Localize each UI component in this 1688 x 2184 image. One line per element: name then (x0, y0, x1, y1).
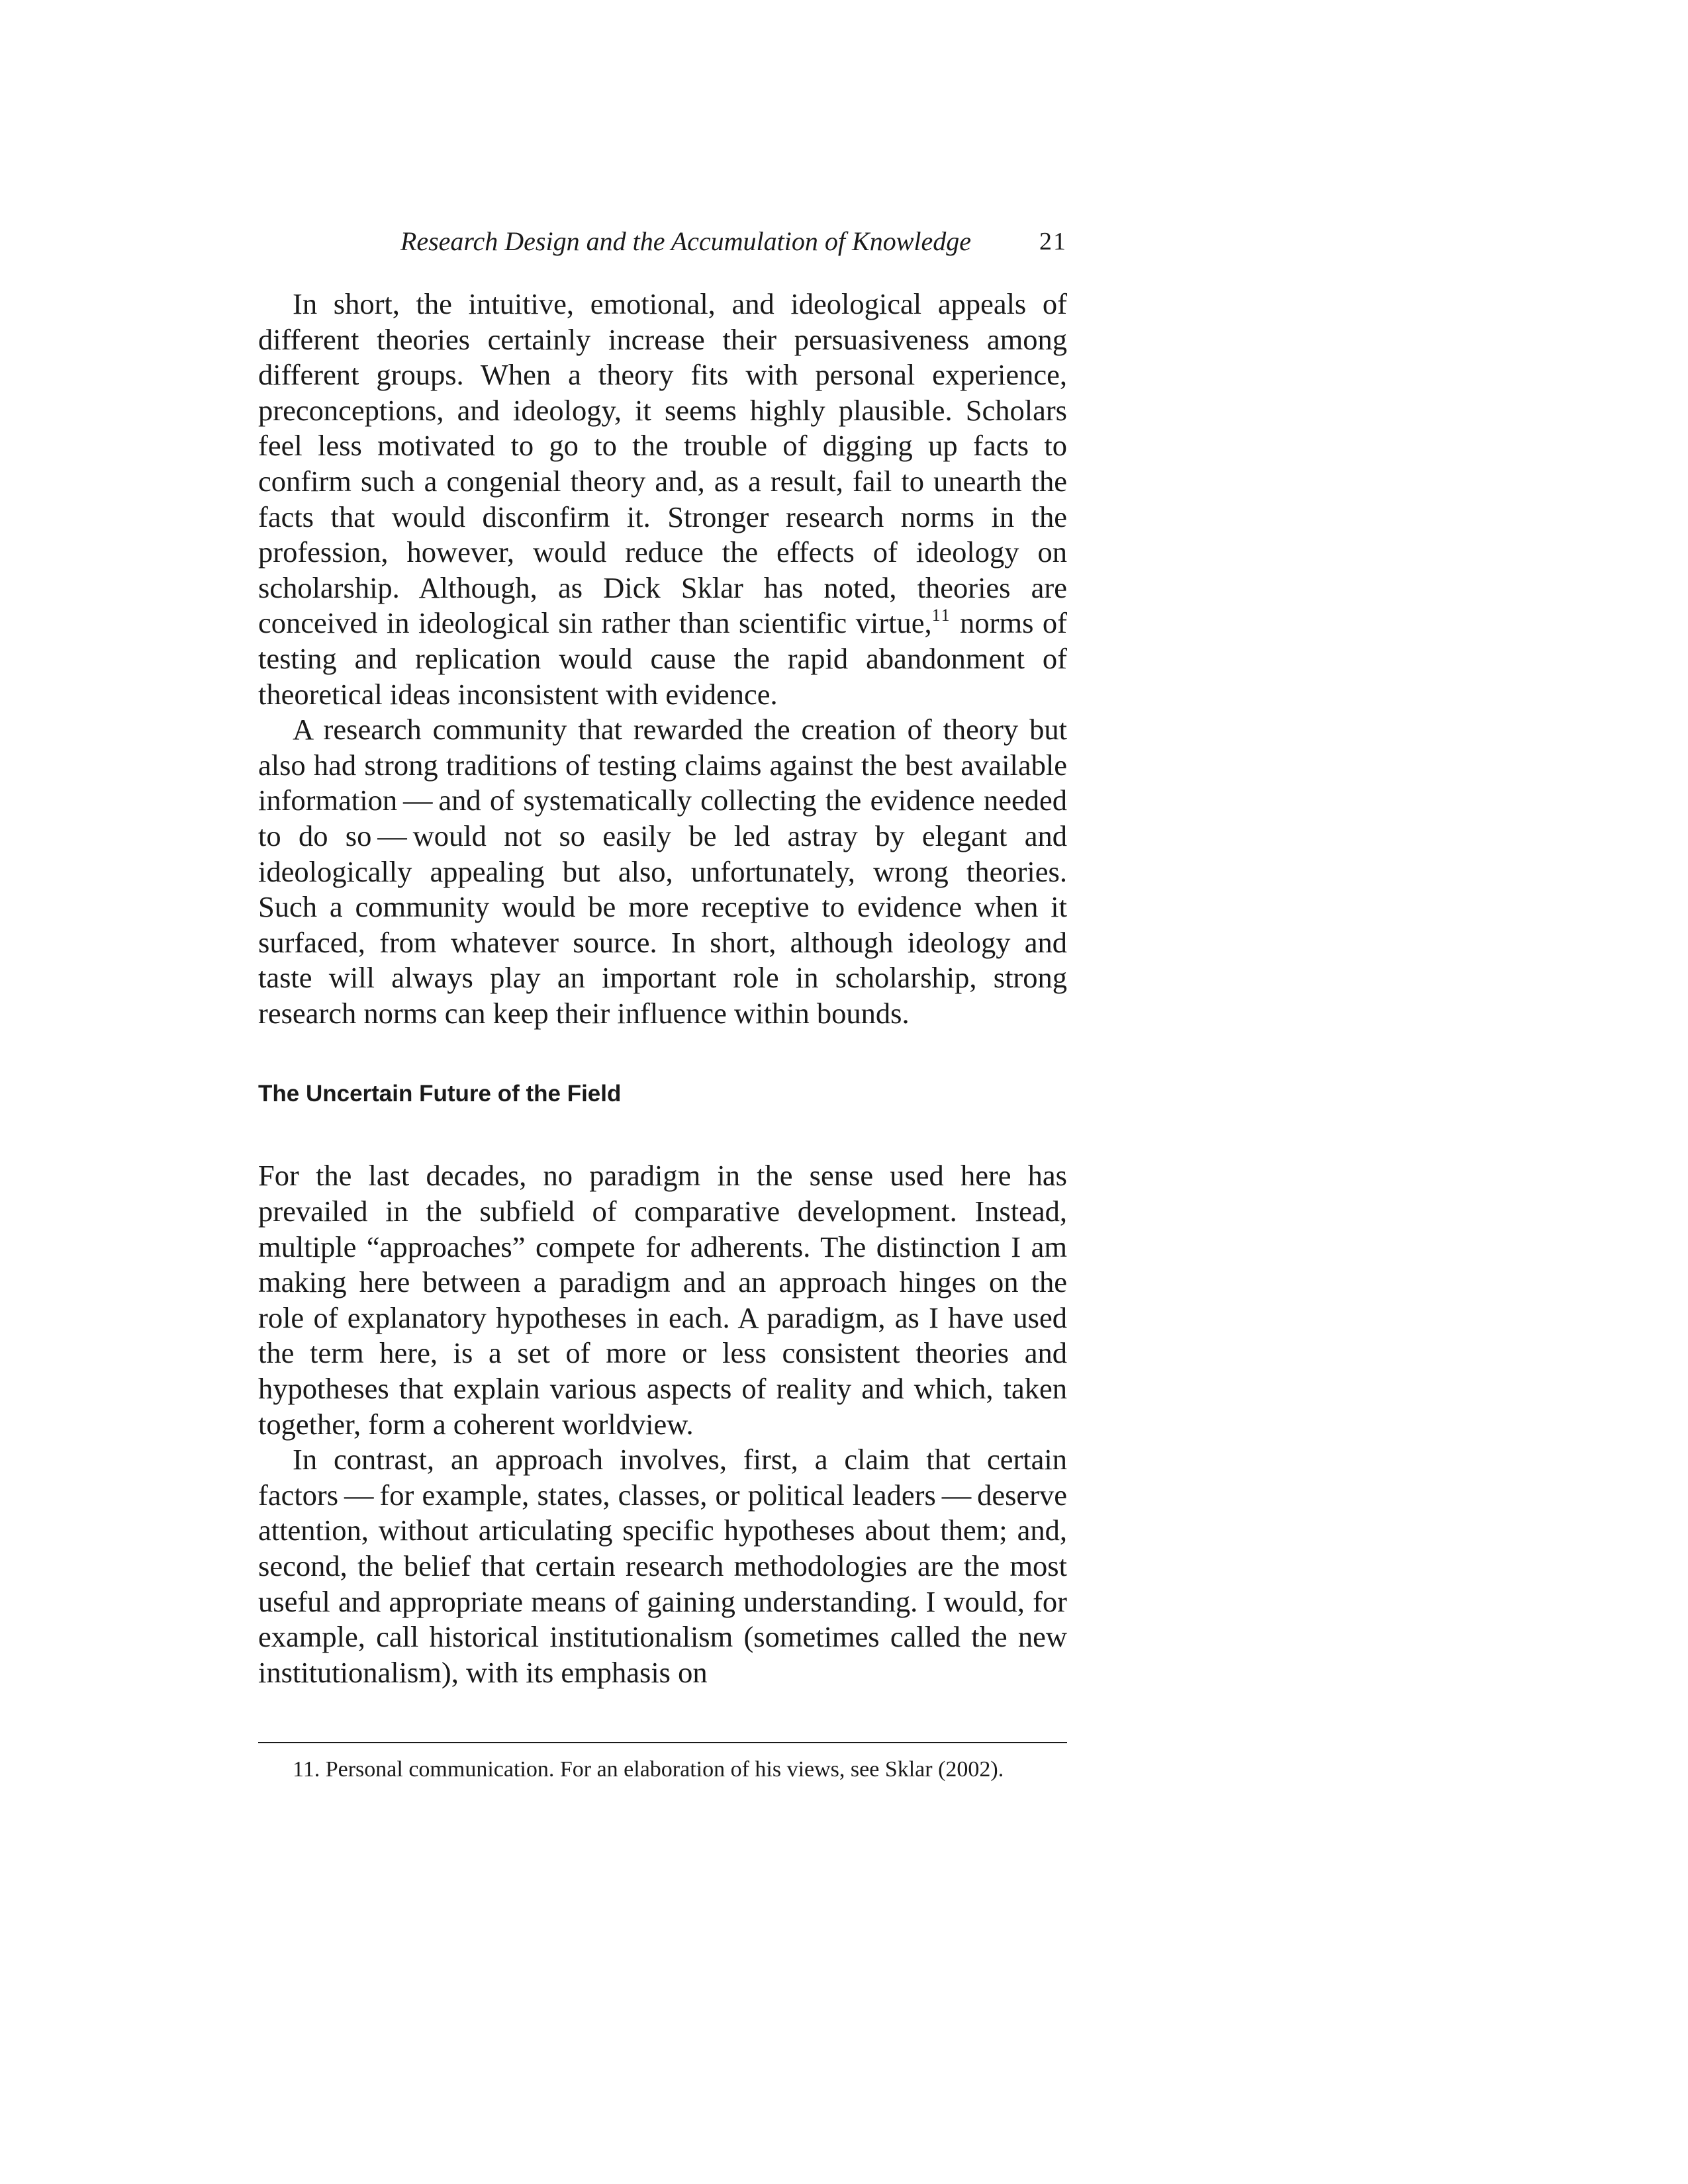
running-title: Research Design and the Accumulation of Knowledge (400, 226, 971, 256)
footnote-divider (258, 1742, 1067, 1743)
page-number: 21 (1039, 228, 1067, 255)
body-text (258, 287, 1067, 1690)
section-heading: The Uncertain Future of the Field (258, 1081, 622, 1107)
footnote: 11. Personal communication. For an elaboration of his views, see Sklar (2002). (293, 1757, 1004, 1782)
paragraph-paradigm-definition: For the last decades, no paradigm in the sense used here has prevailed in the subfield of comparative development. Instead, multiple “approaches” compete for adherents. The distinction I am making here between a paradigm and an approach hinges on the role of explanatory hypotheses in each. A paradigm, as I have used the term here, is a set of more or less consistent theories and hypotheses that explain various aspects of reality and which, taken together, form a coherent worldview. (258, 1159, 1067, 1441)
running-head (258, 222, 1067, 261)
paragraph-text: In short, the intuitive, emotional, and ideological appeals of different theories certainly increase their persuasiveness among different groups. When a theory fits with personal experience, preconceptions, and ideology, it seems highly plausible. Scholars feel less motivated to go to the trouble of digging up facts to confirm such a congenial theory and, as a result, fail to unearth the facts that would disconfirm it. Stronger research norms in the profession, however, would reduce the effects of ideology on scholarship. Although, as Dick Sklar has noted, theories are conceived in ideological sin rather than scientific virtue, (258, 287, 1067, 640)
footnote-reference: 11 (931, 606, 951, 625)
paragraph-research-community: A research community that rewarded the creation of theory but also had strong traditions of testing claims against the best available information — and of systematically collecting the evidence needed to do so — would not so easily be led astray by elegant and ideologically appealing but also, unfortunately, wrong theories. Such a community would be more receptive to evidence when it surfaced, from whatever source. In short, although ideology and taste will always play an important role in scholarship, strong research norms can keep their influence within bounds. (258, 713, 1067, 1030)
paragraph-text: norms of testing and replication would cause the rapid abandonment of theoretical ideas inconsistent with evidence. (258, 606, 1067, 711)
paragraph-ideology-appeals (258, 287, 1067, 712)
paragraph-approach-definition: In contrast, an approach involves, first, a claim that certain factors — for example, states, classes, or political leaders — deserve attention, without articulating specific hypotheses about them; and, second, the belief that certain research methodologies are the most useful and appropriate means of gaining understanding. I would, for example, call historical institutionalism (sometimes called the new institutionalism), with its emphasis on (258, 1443, 1067, 1689)
